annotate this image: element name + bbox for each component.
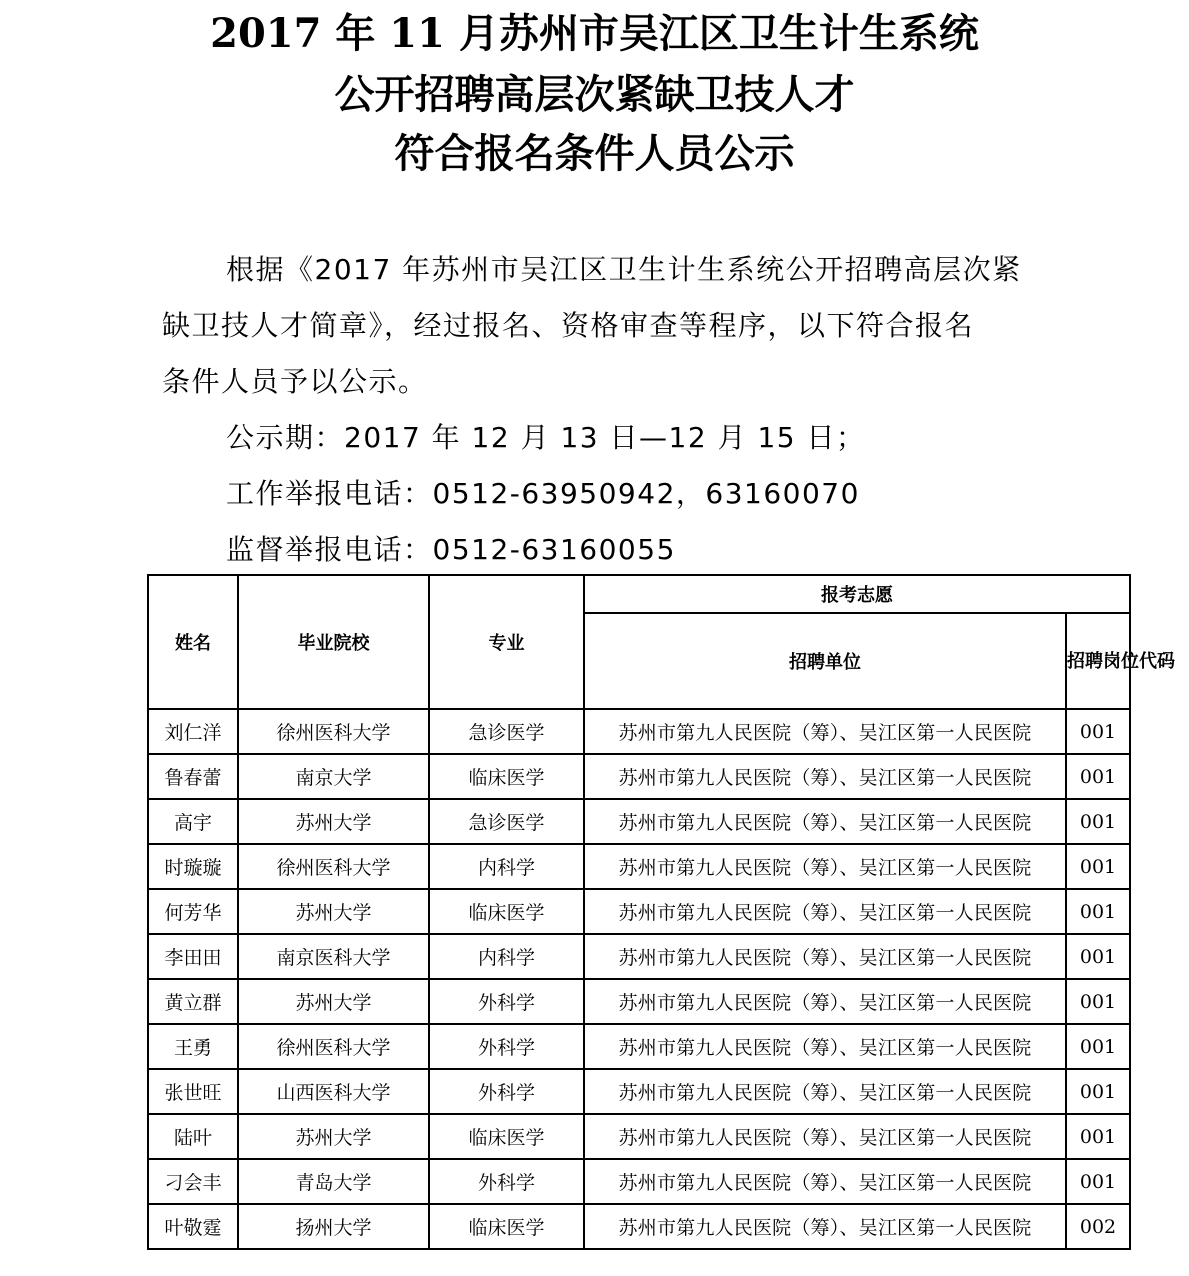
cell-name: 时璇璇 [148,844,238,889]
cell-unit: 苏州市第九人民医院（筹）、吴江区第一人民医院 [584,799,1066,844]
cell-unit: 苏州市第九人民医院（筹）、吴江区第一人民医院 [584,1024,1066,1069]
cell-name: 鲁春蕾 [148,754,238,799]
table-row [148,1069,1130,1114]
cell-code: 001 [1066,889,1130,934]
cell-unit: 苏州市第九人民医院（筹）、吴江区第一人民医院 [584,934,1066,979]
header-major: 专业 [429,575,584,709]
table-row [148,1204,1130,1249]
cell-major: 外科学 [429,1024,584,1069]
cell-code: 001 [1066,709,1130,754]
cell-major: 急诊医学 [429,709,584,754]
work-report-phone: 工作举报电话：0512-63950942，63160070 [226,477,860,510]
cell-school: 徐州医科大学 [238,844,429,889]
cell-unit: 苏州市第九人民医院（筹）、吴江区第一人民医院 [584,1069,1066,1114]
publicity-period: 公示期：2017 年 12 月 13 日—12 月 15 日； [226,421,866,454]
candidate-table [147,574,1175,1250]
table-row [148,1114,1130,1159]
table-body [148,709,1130,1249]
cell-code: 001 [1066,979,1130,1024]
cell-unit: 苏州市第九人民医院（筹）、吴江区第一人民医院 [584,979,1066,1024]
intro-paragraph-line-1: 根据《2017 年苏州市吴江区卫生计生系统公开招聘高层次紧 [226,253,1022,286]
cell-code: 001 [1066,844,1130,889]
cell-major: 临床医学 [429,754,584,799]
cell-code: 002 [1066,1204,1130,1249]
intro-paragraph-line-2: 缺卫技人才简章》，经过报名、资格审查等程序，以下符合报名 [162,309,975,342]
cell-code: 001 [1066,1024,1130,1069]
cell-school: 苏州大学 [238,1114,429,1159]
table-row [148,709,1130,754]
cell-school: 苏州大学 [238,979,429,1024]
cell-unit: 苏州市第九人民医院（筹）、吴江区第一人民医院 [584,1114,1066,1159]
cell-code: 001 [1066,1114,1130,1159]
cell-major: 临床医学 [429,1114,584,1159]
cell-school: 苏州大学 [238,799,429,844]
cell-code: 001 [1066,934,1130,979]
cell-unit: 苏州市第九人民医院（筹）、吴江区第一人民医院 [584,1204,1066,1249]
cell-major: 内科学 [429,844,584,889]
cell-name: 李田田 [148,934,238,979]
cell-name: 张世旺 [148,1069,238,1114]
header-unit: 招聘单位 [584,613,1066,709]
table-row [148,889,1130,934]
cell-name: 王勇 [148,1024,238,1069]
cell-name: 叶敬霆 [148,1204,238,1249]
cell-name: 高宇 [148,799,238,844]
cell-major: 外科学 [429,1159,584,1204]
table-row [148,1024,1130,1069]
cell-major: 急诊医学 [429,799,584,844]
header-choice: 报考志愿 [584,575,1130,613]
supervision-report-phone: 监督举报电话：0512-63160055 [226,533,676,566]
cell-unit: 苏州市第九人民医院（筹）、吴江区第一人民医院 [584,754,1066,799]
page-title-line-2: 公开招聘高层次紧缺卫技人才 [334,71,855,118]
cell-school: 徐州医科大学 [238,709,429,754]
header-school: 毕业院校 [238,575,429,709]
cell-school: 徐州医科大学 [238,1024,429,1069]
cell-major: 临床医学 [429,1204,584,1249]
cell-name: 刁会丰 [148,1159,238,1204]
cell-unit: 苏州市第九人民医院（筹）、吴江区第一人民医院 [584,1159,1066,1204]
cell-major: 外科学 [429,1069,584,1114]
cell-school: 苏州大学 [238,889,429,934]
cell-name: 陆叶 [148,1114,238,1159]
cell-unit: 苏州市第九人民医院（筹）、吴江区第一人民医院 [584,844,1066,889]
cell-school: 山西医科大学 [238,1069,429,1114]
cell-unit: 苏州市第九人民医院（筹）、吴江区第一人民医院 [584,889,1066,934]
table-row [148,934,1130,979]
table-row [148,799,1130,844]
cell-name: 刘仁洋 [148,709,238,754]
table-row [148,979,1130,1024]
table-row [148,1159,1130,1204]
cell-code: 001 [1066,799,1130,844]
table-row [148,844,1130,889]
cell-school: 南京大学 [238,754,429,799]
intro-paragraph-line-3: 条件人员予以公示。 [162,365,428,398]
cell-school: 青岛大学 [238,1159,429,1204]
page-title-line-1: 2017 年 11 月苏州市吴江区卫生计生系统 [210,10,979,57]
cell-major: 外科学 [429,979,584,1024]
cell-major: 临床医学 [429,889,584,934]
cell-unit: 苏州市第九人民医院（筹）、吴江区第一人民医院 [584,709,1066,754]
header-code: 招聘岗位代码 [1066,613,1130,709]
cell-name: 何芳华 [148,889,238,934]
cell-school: 南京医科大学 [238,934,429,979]
header-name: 姓名 [148,575,238,709]
cell-school: 扬州大学 [238,1204,429,1249]
cell-name: 黄立群 [148,979,238,1024]
table-row [148,754,1130,799]
cell-code: 001 [1066,1159,1130,1204]
cell-code: 001 [1066,754,1130,799]
page-title-line-3: 符合报名条件人员公示 [394,130,795,177]
cell-major: 内科学 [429,934,584,979]
cell-code: 001 [1066,1069,1130,1114]
